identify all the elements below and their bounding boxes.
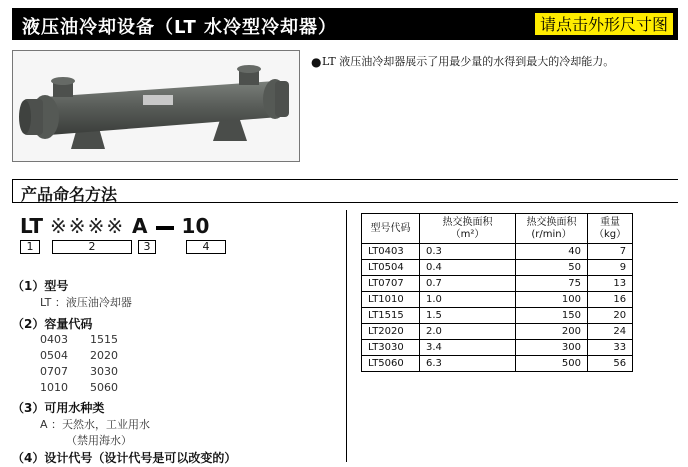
code-water-type: A [132,214,148,238]
table-row [362,276,633,292]
header-area-rpm: 热交换面积 (r/min） [516,214,588,244]
weight-cell: 33 [588,340,633,356]
model-code [20,214,209,238]
area-cell: 6.3 [420,356,516,372]
table-row [362,308,633,324]
model-cell: LT0403 [362,244,420,260]
area-rpm-cell: 75 [516,276,588,292]
weight-cell: 16 [588,292,633,308]
code-design-number: 10 [181,214,210,238]
model-cell: LT3030 [362,340,420,356]
capacity-code: 1010 [40,381,68,394]
code-dash [156,226,174,230]
dimension-drawing-link[interactable]: 请点击外形尺寸图 [534,12,674,36]
area-cell: 0.4 [420,260,516,276]
legend-water-line: A ：天然水，工业用水 [40,418,151,431]
capacity-code: 3030 [90,365,118,378]
table-row [362,260,633,276]
header-weight: 重量 （kg） [588,214,633,244]
table-row [362,292,633,308]
area-cell: 3.4 [420,340,516,356]
code-position-4: 4 [186,240,226,254]
title-bar [12,8,678,40]
area-rpm-cell: 500 [516,356,588,372]
model-cell: LT0504 [362,260,420,276]
description-bullet: ● [311,55,322,69]
capacity-code: 5060 [90,381,118,394]
naming-heading-label: 产品命名方法 [21,185,118,204]
weight-cell: 7 [588,244,633,260]
area-rpm-cell: 300 [516,340,588,356]
capacity-code: 0403 [40,333,68,346]
table-row [362,324,633,340]
table-row [362,340,633,356]
naming-section-heading [12,179,678,203]
model-cell: LT1010 [362,292,420,308]
weight-cell: 13 [588,276,633,292]
legend-model-heading: （1）型号 [12,279,69,293]
area-cell: 0.3 [420,244,516,260]
code-capacity-marks: ※※※※ [50,214,126,238]
model-cell: LT2020 [362,324,420,340]
code-prefix: LT [20,214,44,238]
oil-cooler-illustration [13,51,301,163]
area-cell: 2.0 [420,324,516,340]
column-divider [346,210,347,462]
area-rpm-cell: 50 [516,260,588,276]
capacity-code: 2020 [90,349,118,362]
area-rpm-cell: 100 [516,292,588,308]
model-cell: LT1515 [362,308,420,324]
header-area: 热交换面积 （m²） [420,214,516,244]
table-row [362,356,633,372]
table-header-row [362,214,633,244]
weight-cell: 56 [588,356,633,372]
capacity-code: 1515 [90,333,118,346]
area-rpm-cell: 150 [516,308,588,324]
spec-table [361,213,633,372]
weight-cell: 9 [588,260,633,276]
legend-design-heading: （4）设计代号（设计代号是可以改变的） [12,451,237,465]
header-model-code: 型号代码 [362,214,420,244]
legend-water-note: （禁用海水） [66,434,132,447]
area-cell: 1.0 [420,292,516,308]
weight-cell: 20 [588,308,633,324]
area-cell: 0.7 [420,276,516,292]
code-position-3: 3 [138,240,156,254]
area-rpm-cell: 200 [516,324,588,340]
description-text: LT 液压油冷却器展示了用最少量的水得到最大的冷却能力。 [322,55,615,68]
code-position-1: 1 [20,240,40,254]
code-position-2: 2 [52,240,132,254]
model-cell: LT0707 [362,276,420,292]
capacity-code: 0707 [40,365,68,378]
model-cell: LT5060 [362,356,420,372]
legend-water-heading: （3）可用水种类 [12,401,105,415]
product-photo [12,50,300,162]
page-title: 液压油冷却设备（LT 水冷型冷却器） [22,17,338,38]
legend-model-line: LT ：液压油冷却器 [40,296,132,309]
legend-capacity-heading: （2）容量代码 [12,317,93,331]
area-cell: 1.5 [420,308,516,324]
weight-cell: 24 [588,324,633,340]
table-row [362,244,633,260]
capacity-code: 0504 [40,349,68,362]
area-rpm-cell: 40 [516,244,588,260]
